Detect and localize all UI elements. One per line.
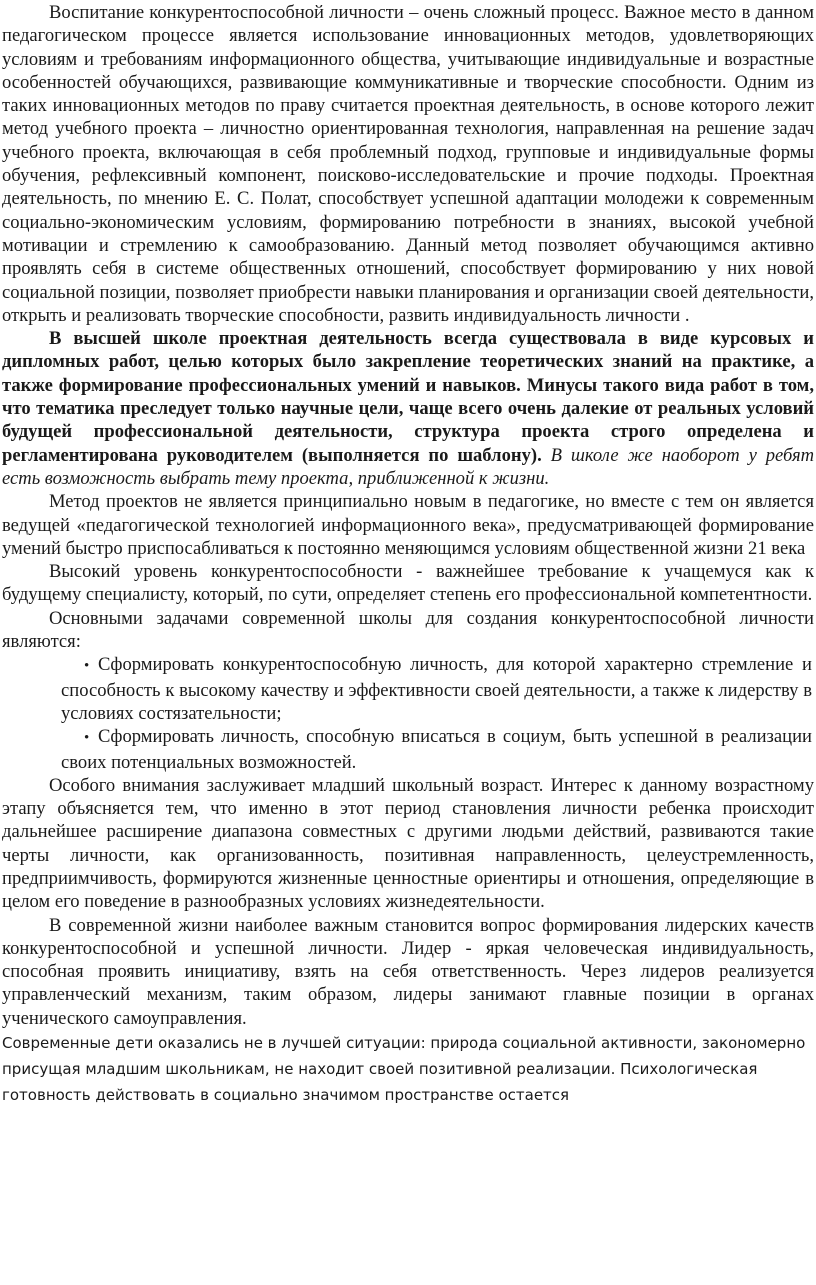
paragraph-modern-children: Современные дети оказались не в лучшей ситуации: природа социальной активности, закономерно присущая младшим школьникам, не находит своей позитивной реализации. Психологическая готовность действовать в социально значимом пространстве остается [2,1034,806,1105]
list-item-text: Сформировать личность, способную вписаться в социум, быть успешной в реализации своих потенциальных возможностей. [61,726,812,773]
paragraph-leadership: В современной жизни наиболее важным становится вопрос формирования лидерских качеств конкурентоспособной и успешной личности. Лидер - яркая человеческая индивидуальность, способная проявить инициативу, взять на себя ответственность. Через лидеров реализуется управленческий механизм, таким образом, лидеры занимают главные позиции в органах ученического самоуправления. [2,914,814,1029]
tasks-list [2,653,814,773]
higher-school-bold-text: В высшей школе проектная деятельность всегда существовала в виде курсовых и дипломных работ, целью которых было закрепление теоретических знаний на практике, а также формирование профессиональных умений и навыков. Минусы такого вида работ в том, что тематика преследует только научные цели, чаще всего очень далекие от реальных условий будущей профессиональной деятельности, структура проекта строго определена и регламентирована руководителем (выполняется по шаблону). [2,328,814,466]
bullet-icon: • [84,658,90,675]
list-item [61,653,812,725]
paragraph-competitiveness-level: Высокий уровень конкурентоспособности - важнейшее требование к учащемуся как к будущему специалисту, который, по сути, определяет степень его профессиональной компетентности. [2,561,814,606]
paragraph-primary-school-age: Особого внимания заслуживает младший школьный возраст. Интерес к данному возрастному этапу объясняется тем, что именно в этот период становления личности ребенка происходит дальнейшее расширение диапазона совместных с другими людьми действий, развиваются такие черты личности, как организованность, позитивная направленность, целеустремленность, предприимчивость, формируются жизненные ценностные ориентиры и отношения, определяющие в целом его поведение в разнообразных условиях жизнедеятельности. [2,774,814,913]
school-project-italic-text: В школе же наоборот у ребят есть возможность выбрать тему проекта, приближенной к жизни. [2,444,815,489]
list-item [61,725,812,774]
paragraph-higher-school [2,327,814,490]
paragraph-school-tasks: Основными задачами современной школы для создания конкурентоспособной личности являются: [2,607,814,653]
paragraph-project-method: Метод проектов не является принципиально новым в педагогике, но вместе с тем он является ведущей «педагогической технологией информационного века», предусматривающей формирование умений быстро приспосабливаться к постоянно меняющимся условиям общественной жизни 21 века [2,491,814,559]
list-item-text: Сформировать конкурентоспособную личность, для которой характерно стремление и способность к высокому качеству и эффективности своей деятельности, а также к лидерству в условиях состязательности; [61,654,812,724]
paragraph-intro: Воспитание конкурентоспособной личности – очень сложный процесс. Важное место в данном педагогическом процессе является использование инновационных методов, удовлетворяющих условиям и требованиям информационного общества, учитывающие индивидуальные и возрастные особенностей обучающихся, развивающие коммуникативные и творческие способности. Одним из таких инновационных методов по праву считается проектная деятельность, в основе которого лежит метод учебного проекта – личностно ориентированная технология, направленная на решение задач учебного проекта, включающая в себя проблемный подход, групповые и индивидуальные формы обучения, рефлексивный компонент, поисково-исследовательские и прочие подходы. Проектная деятельность, по мнению Е. С. Полат, способствует успешной адаптации молодежи к современным социально-экономическим условиям, формированию потребности в знаниях, высокой учебной мотивации и стремлению к самообразованию. Данный метод позволяет обучающимся активно проявлять себя в системе общественных отношений, способствует формированию у них новой социальной позиции, позволяет приобрести навыки планирования и организации своей деятельности, открыть и реализовать творческие способности, развить индивидуальность личности . [2,2,814,326]
bullet-icon: • [84,730,90,747]
